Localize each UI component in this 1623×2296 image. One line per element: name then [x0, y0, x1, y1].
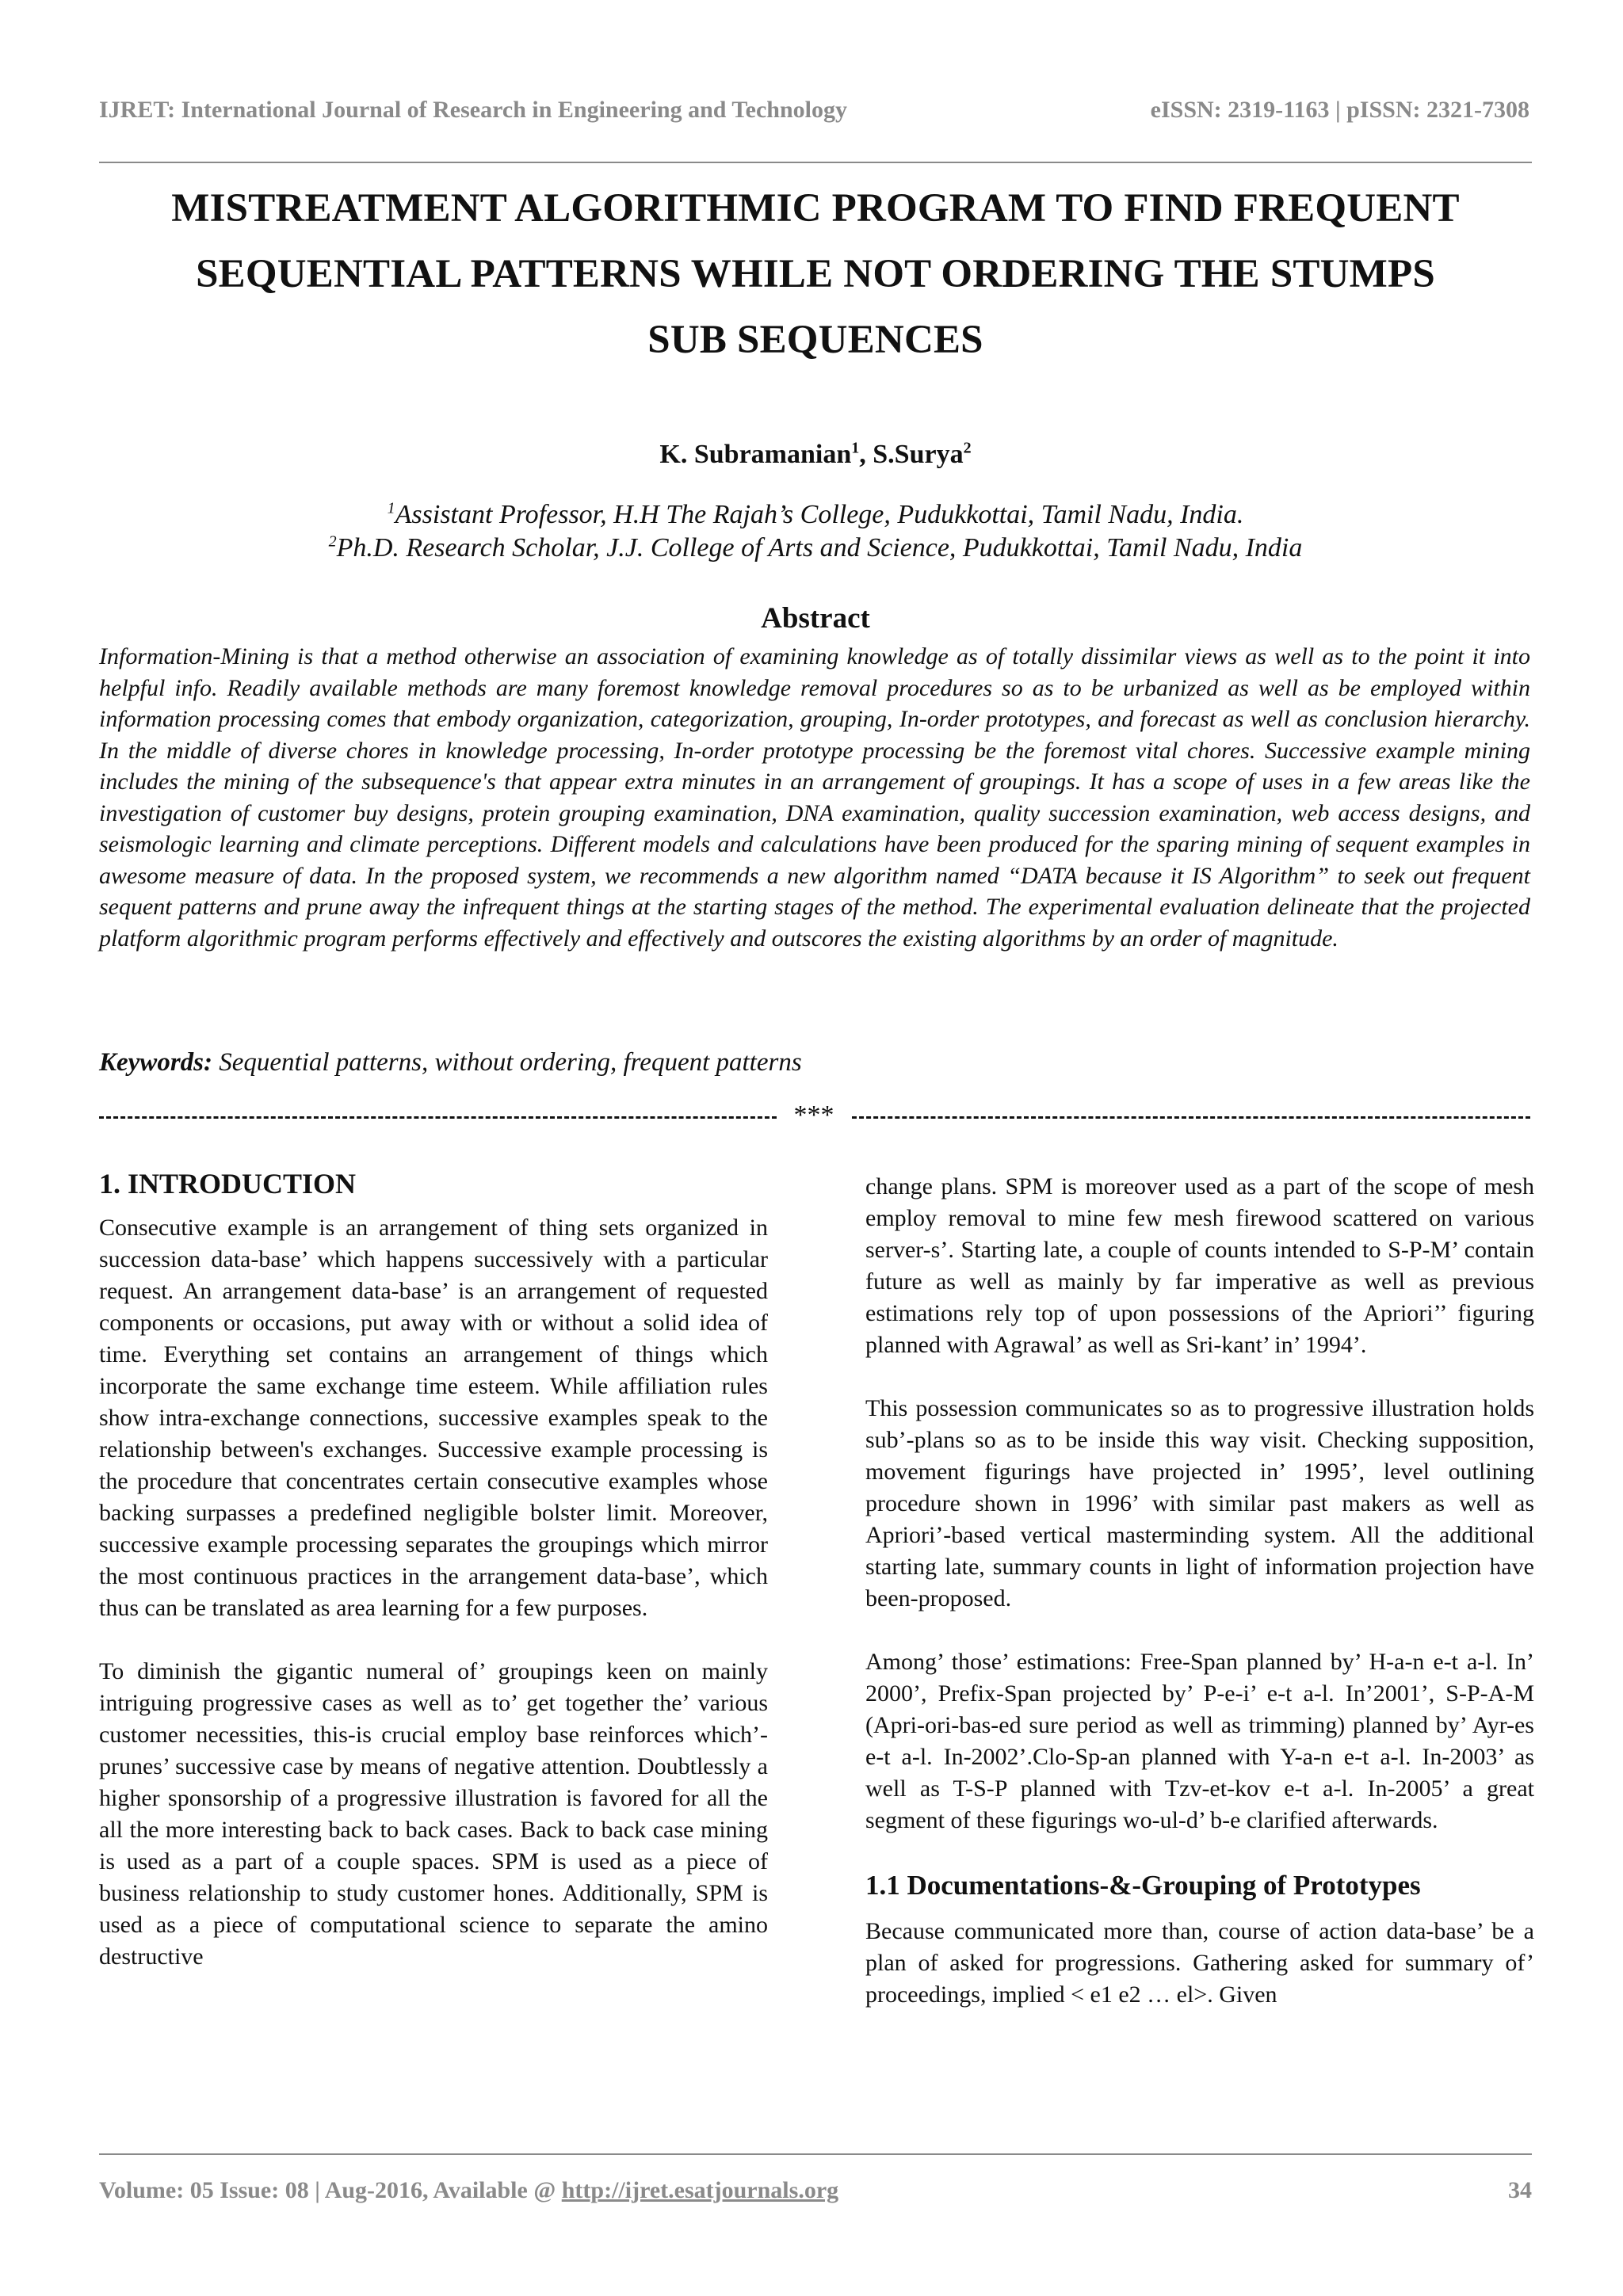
affiliation	[99, 500, 1532, 530]
left-column	[99, 1166, 768, 2004]
affiliation-mark: 2	[328, 532, 337, 551]
title-line: MISTREATMENT ALGORITHMIC PROGRAM TO FIND FREQUENT	[171, 186, 1460, 231]
body-paragraph: Consecutive example is an arrangement of thing sets organized in succession data-base’ which happens successively with a particular request. An arrangement data-base’ is an arrangement of requested components or occasions, put away with or without a solid idea of time. Everything set contains an arrangement of things which incorporate the same exchange time esteem. While affiliation rules show intra-exchange connections, successive examples speak to the relationship between's exchanges. Successive example processing is the procedure that concentrates certain consecutive examples whose backing surpasses a predefined negligible bolster limit. Moreover, successive example processing separates the groupings which mirror the most continuous practices in the arrangement data-base’, which thus can be translated as area learning for a few purposes.	[99, 1215, 768, 1621]
body-paragraph: To diminish the gigantic numeral of’ groupings keen on mainly intriguing progressive cases as well as to’ get together the’ various customer necessities, this-is crucial employ base reinforces which’-prunes’ successive case by means of negative attention. Doubtlessly a higher sponsorship of a progressive illustration is favored for all the all the more interesting back to back cases. Back to back case mining is used as a part of a couple spaces. SPM is used as a piece of business relationship to study customer hones. Additionally, SPM is used as a piece of computational science to separate the amino destructive	[99, 1658, 768, 1970]
author-list	[99, 440, 1532, 470]
section-separator	[99, 1100, 1530, 1132]
keywords-label: Keywords:	[99, 1048, 212, 1077]
affiliation-text: Ph.D. Research Scholar, J.J. College of Arts and Science, Pudukkottai, Tamil Nadu, India	[336, 533, 1303, 563]
abstract-text: Information-Mining is that a method otherwise an association of examining knowledge as of totally dissimilar views as well as to the point it into helpful info. Readily available methods are many foremost knowledge removal procedures so as to be urbanized as well as be employed within information processing comes that embody organization, categorization, grouping, In-order prototypes, and forecast as well as conclusion hierarchy. In the middle of diverse chores in knowledge processing, In-order prototype processing be the foremost vital chores. Successive example mining includes the mining of the subsequence's that appear extra minutes in an arrangement of groupings. It has a scope of uses in a few areas like the investigation of customer buy designs, protein grouping examination, DNA examination, quality succession examination, web access designs, and seismologic learning and climate perceptions. Different models and calculations have been produced for the sparing mining of sequent examples in awesome measure of data. In the proposed system, we recommends a new algorithm named “DATA because it IS Algorithm” to seek out frequent sequent patterns and prune away the infrequent things at the starting stages of the method. The experimental evaluation delineate that the projected platform algorithmic program performs effectively and effectively and outscores the existing algorithms by an order of magnitude.	[99, 643, 1530, 952]
author-affil-mark: 2	[963, 439, 972, 457]
author-affil-mark: 1	[851, 439, 860, 457]
section-heading: 1. INTRODUCTION	[99, 1168, 357, 1199]
body-paragraph: Among’ those’ estimations: Free-Span planned by’ H-a-n e-t a-l. In’ 2000’, Prefix-Span projected by’ P-e-i’ e-t a-l. In’2001’, S-P-A-M (Apri-ori-bas-ed sure period as well as trimming) planned by’ Ayr-es e-t a-l. In-2002’.Clo-Sp-an planned with Y-a-n e-t a-l. In-2003’ as well as T-S-P planned with Tzv-et-kov e-t a-l. In-2005’ a great segment of these figurings wo-ul-d’ b-e clarified afterwards.	[865, 1649, 1534, 1833]
footer-citation	[99, 2177, 838, 2204]
page-number: 34	[1508, 2177, 1532, 2203]
abstract-heading: Abstract	[761, 602, 870, 635]
separator-dashes	[852, 1116, 1530, 1119]
affiliation	[99, 533, 1532, 563]
title-line: SUB SEQUENCES	[647, 318, 983, 362]
running-footer	[99, 2177, 1532, 2204]
author-name: S.Surya	[873, 440, 964, 469]
body-paragraph: Because communicated more than, course of action data-base’ be a plan of asked for progressions. Gathering asked for summary of’ proceedings, implied < e1 e2 … el>. Given	[865, 1918, 1534, 2008]
right-column	[865, 1171, 1534, 2042]
issn-numbers: eISSN: 2319-1163 | pISSN: 2321-7308	[1150, 97, 1529, 123]
subsection-heading: 1.1 Documentations-&-Grouping of Prototypes	[865, 1870, 1421, 1901]
affiliation-text: Assistant Professor, H.H The Rajah’s College, Pudukkottai, Tamil Nadu, India.	[395, 500, 1244, 529]
author-separator: ,	[859, 440, 873, 469]
affiliation-mark: 1	[387, 499, 395, 517]
running-header	[99, 97, 1529, 124]
separator-stars: ***	[793, 1100, 834, 1130]
title-line: SEQUENTIAL PATTERNS WHILE NOT ORDERING THE STUMPS	[196, 252, 1435, 296]
journal-name: IJRET: International Journal of Research in Engineering and Technology	[99, 97, 848, 123]
paper-title	[99, 176, 1532, 373]
body-paragraph: change plans. SPM is moreover used as a part of the scope of mesh employ removal to mine few mesh firewood scattered on various server-s’. Starting late, a couple of counts intended to S-P-M’ contain future as well as mainly by far imperative as well as previous estimations rely top of upon possessions of the Apriori’’ figuring planned with Agrawal’ as well as Sri-kant’ in’ 1994’.	[865, 1173, 1534, 1358]
volume-info: Volume: 05 Issue: 08 | Aug-2016, Available @	[99, 2177, 562, 2203]
header-rule	[99, 162, 1532, 163]
separator-dashes	[99, 1116, 777, 1119]
journal-link[interactable]: http://ijret.esatjournals.org	[561, 2177, 839, 2203]
body-paragraph: This possession communicates so as to progressive illustration holds sub’-plans so as to be inside this way visit. Checking supposition, movement figurings have projected in’ 1995’, level outlining procedure shown in 1996’ with similar past makers as well as Apriori’-based vertical masterminding system. All the additional starting late, summary counts in light of information projection have been-proposed.	[865, 1395, 1534, 1611]
footer-rule	[99, 2153, 1532, 2155]
keywords	[99, 1048, 1530, 1077]
author-name: K. Subramanian	[659, 440, 852, 469]
keywords-text: Sequential patterns, without ordering, frequent patterns	[212, 1048, 802, 1077]
